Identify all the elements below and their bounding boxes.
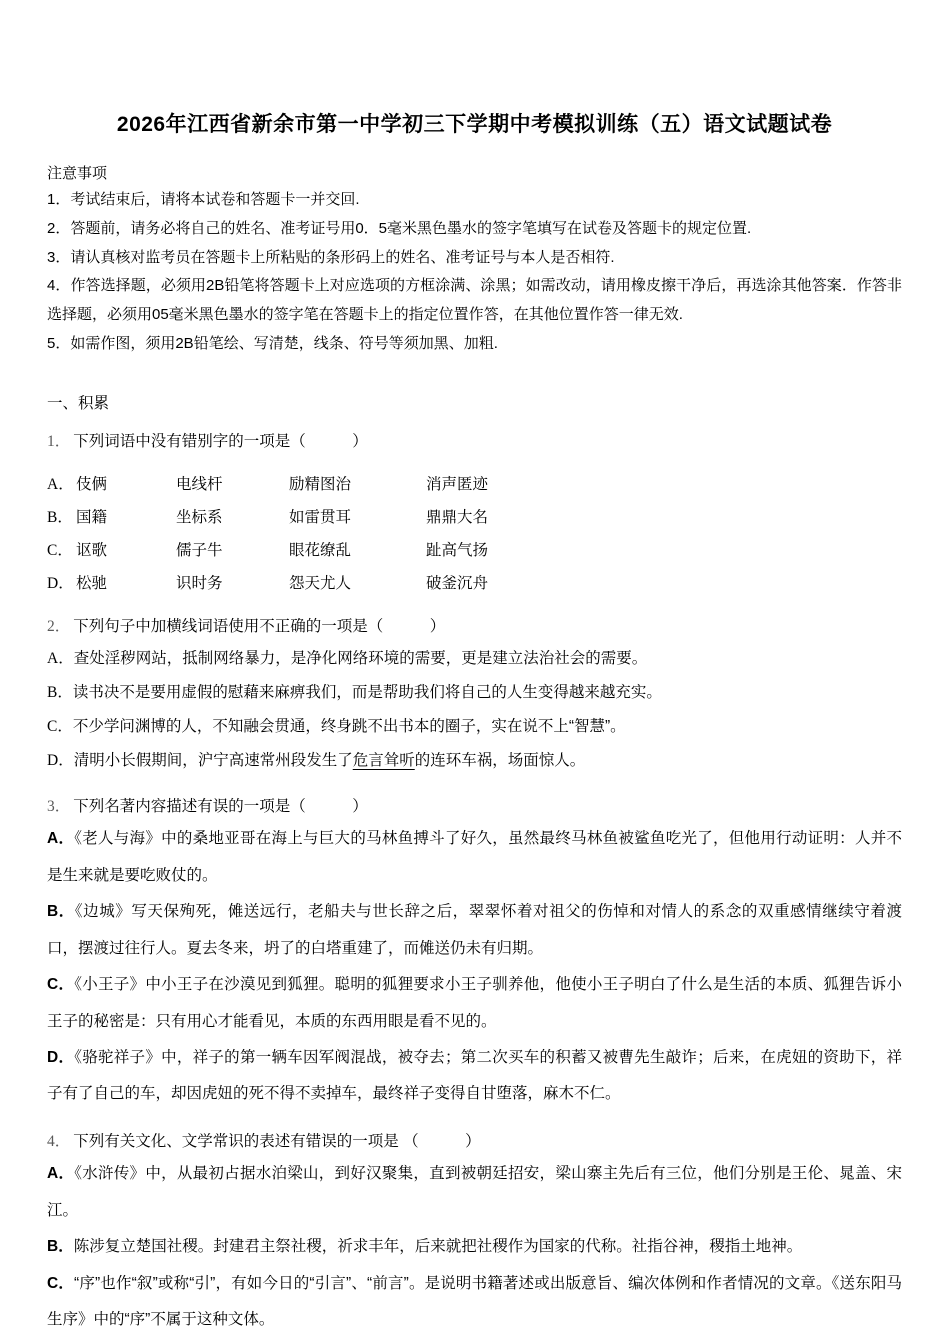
word-item: 识时务 (176, 574, 223, 592)
notice-item-4: 4．作答选择题，必须用2B铅笔将答题卡上对应选项的方框涂满、涂黑；如需改动，请用橡皮擦干净后，再选涂其他答案．作答非选择题，必须用05毫米黑色墨水的签字笔在答题卡上的指定位置作答，在其他位置作答一律无效. (47, 277, 902, 324)
word-item: 眼花缭乱 (289, 541, 352, 559)
question-3-stem-text: 下列名著内容描述有误的一项是（ ） (73, 798, 368, 816)
notice-item-5: 5．如需作图，须用2B铅笔绘、写清楚，线条、符号等须加黑、加粗. (47, 334, 498, 352)
word-item: 如雷贯耳 (289, 508, 352, 526)
question-4-number: 4． (47, 1132, 71, 1150)
question-1-options (47, 466, 902, 598)
option-2b (47, 676, 902, 710)
section-heading-accumulation: 一、积累 (47, 394, 110, 412)
option-label: B． (47, 903, 75, 921)
notice-item-1: 1．考试结束后，请将本试卷和答题卡一并交回. (47, 191, 360, 208)
option-label: A． (47, 1165, 75, 1183)
option-label: C． (47, 541, 73, 559)
notice-item-3: 3．请认真核对监考员在答题卡上所粘贴的条形码上的姓名、准考证号与本人是否相符. (47, 248, 615, 266)
question-4 (47, 1127, 902, 1339)
word-item: 怨天尤人 (289, 574, 352, 592)
question-3-number: 3． (47, 798, 71, 816)
option-text: 读书决不是要用虚假的慰藉来麻痹我们，而是帮助我们将自己的人生变得越来越充实。 (72, 683, 662, 701)
underlined-word: 危言耸听 (352, 751, 415, 769)
option-text: 《老人与海》中的桑地亚哥在海上与巨大的马林鱼搏斗了好久，虽然最终马林鱼被鲨鱼吃光了，但他用行动证明：人并不是生来就是要吃败仗的。 (47, 830, 902, 884)
option-row-1a (47, 466, 902, 499)
option-label: C． (47, 717, 73, 735)
option-label: A． (47, 475, 74, 493)
option-2d (47, 744, 902, 778)
notice-section (47, 162, 902, 359)
question-1-number: 1． (47, 432, 71, 450)
option-text: 《水浒传》中，从最初占据水泊梁山，到好汉聚集，直到被朝廷招安，梁山寨主先后有三位，他们分别是王伦、晁盖、宋江。 (47, 1165, 902, 1219)
question-1-stem-text: 下列词语中没有错别字的一项是（ ） (73, 432, 368, 450)
notice-item-2: 2．答题前，请务必将自己的姓名、准考证号用0．5毫米黑色墨水的签字笔填写在试卷及答题卡的规定位置. (47, 219, 752, 237)
option-text: 《小王子》中小王子在沙漠见到狐狸。聪明的狐狸要求小王子驯养他，他使小王子明白了什么是生活的本质、狐狸告诉小王子的秘密是：只有用心才能看见，本质的东西用眼是看不见的。 (47, 976, 902, 1030)
word-item: 消声匿迹 (426, 475, 489, 493)
option-label: D． (47, 574, 74, 592)
word-item: 讴歌 (76, 541, 108, 559)
option-4a (47, 1156, 902, 1229)
question-3-stem (47, 792, 902, 821)
word-item: 励精图治 (289, 475, 352, 493)
option-3b (47, 894, 902, 967)
option-2a (47, 642, 902, 676)
page-title: 2026年江西省新余市第一中学初三下学期中考模拟训练（五）语文试题试卷 (116, 113, 833, 136)
question-2 (47, 612, 902, 778)
option-label: B． (47, 683, 73, 701)
word-item: 儒子牛 (176, 541, 223, 559)
question-2-stem-text: 下列句子中加横线词语使用不正确的一项是（ ） (73, 618, 446, 636)
option-text: 《骆驼祥子》中，祥子的第一辆车因军阀混战，被夺去；第二次买车的积蓄又被曹先生敲诈；后来，在虎妞的资助下，祥子有了自己的车，却因虎妞的死不得不卖掉车，最终祥子变得自甘堕落，麻木不仁。 (47, 1049, 902, 1103)
option-label: C． (47, 976, 75, 994)
option-label: C． (47, 1274, 75, 1292)
question-3 (47, 792, 902, 1113)
option-label: B． (47, 1238, 74, 1256)
option-3c (47, 967, 902, 1040)
question-2-number: 2． (47, 618, 71, 636)
option-text: 不少学问渊博的人，不知融会贯通，终身跳不出书本的圈子，实在说不上“智慧”。 (72, 717, 626, 735)
word-item: 伎俩 (76, 475, 108, 493)
option-text: 清明小长假期间，沪宁高速常州段发生了 (73, 751, 353, 769)
question-4-stem (47, 1127, 902, 1156)
option-text: 《边城》写天保殉死，傩送远行，老船夫与世长辞之后，翠翠怀着对祖父的伤悼和对情人的系念的双重感情继续守着渡口，摆渡过往行人。夏去冬来，坍了的白塔重建了，而傩送仍未有归期。 (47, 903, 902, 957)
option-text: 陈涉复立楚国社稷。封建君主祭社稷，祈求丰年，后来就把社稷作为国家的代称。社指谷神，稷指土地神。 (73, 1238, 803, 1256)
question-1-stem (47, 427, 902, 456)
option-label: A． (47, 649, 74, 667)
option-4b (47, 1229, 902, 1265)
word-item: 鼎鼎大名 (426, 508, 489, 526)
option-text: 的连环车祸，场面惊人。 (414, 751, 586, 769)
option-3d (47, 1040, 902, 1113)
word-item: 趾高气扬 (426, 541, 489, 559)
question-1 (47, 427, 902, 598)
option-label: A． (47, 830, 75, 848)
option-row-1c (47, 532, 902, 565)
word-item: 电线杆 (176, 475, 223, 493)
word-item: 国籍 (76, 508, 108, 526)
question-4-stem-text: 下列有关文化、文学常识的表述有错误的一项是 （ ） (73, 1132, 481, 1150)
option-text: “序”也作“叙”或称“引”，有如今日的“引言”、“前言”。是说明书籍著述或出版意旨、编次体例和作者情况的文章。《送东阳马生序》中的“序”不属于这种文体。 (47, 1274, 902, 1328)
option-label: D． (47, 751, 74, 769)
word-item: 松驰 (76, 574, 108, 592)
option-row-1d (47, 565, 902, 598)
option-4c (47, 1266, 902, 1339)
word-item: 坐标系 (176, 508, 223, 526)
question-2-stem (47, 612, 902, 641)
option-row-1b (47, 499, 902, 532)
word-item: 破釜沉舟 (426, 574, 489, 592)
option-2c (47, 710, 902, 744)
notice-heading: 注意事项 (47, 165, 108, 182)
option-3a (47, 821, 902, 894)
option-label: B． (47, 508, 73, 526)
option-text: 查处淫秽网站，抵制网络暴力，是净化网络环境的需要，更是建立法治社会的需要。 (73, 649, 648, 667)
option-label: D． (47, 1049, 75, 1066)
